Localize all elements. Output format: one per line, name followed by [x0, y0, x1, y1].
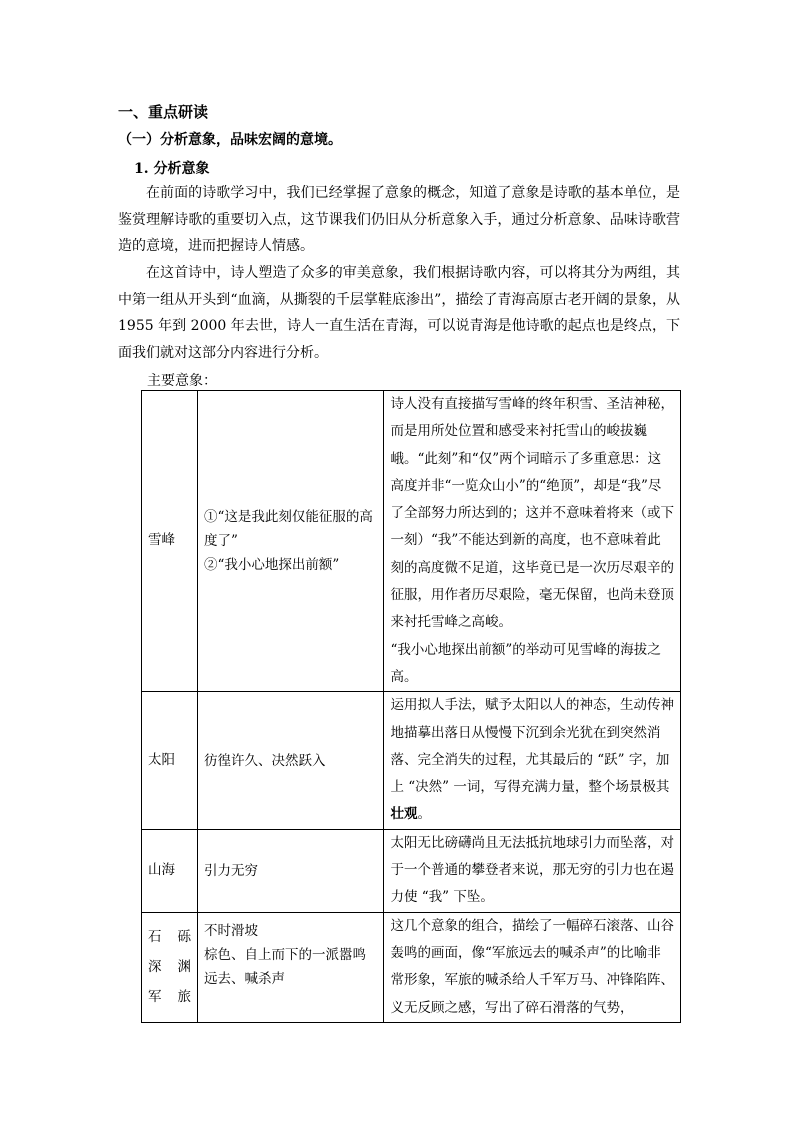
imagery-name: 太阳 — [142, 692, 198, 829]
topic-heading: 1. 分析意象 — [134, 161, 210, 177]
analysis-emphasis: 壮观 — [390, 806, 418, 823]
imagery-lines: 不时滑坡 棕色、自上而下的一派嚣鸣远去、喊杀声 — [198, 912, 384, 1022]
paragraph-1 — [118, 180, 680, 260]
table-row — [142, 692, 681, 829]
imagery-lines: 彷徨许久、决然跃入 — [198, 692, 384, 829]
subsection-heading: （一）分析意象，品味宏阔的意境。 — [118, 132, 342, 148]
paragraph-1-text: 在前面的诗歌学习中，我们已经掌握了意象的概念，知道了意象是诗歌的基本单位，是鉴赏理解诗歌的重要切入点，这节课我们仍旧从分析意象入手，通过分析意象、品味诗歌营造的意境，进而把握诗人情感。 — [118, 185, 680, 254]
paragraph-2 — [118, 260, 680, 366]
table-row — [142, 912, 681, 1022]
imagery-table — [141, 390, 681, 1023]
imagery-analysis: 这几个意象的组合，描绘了一幅碎石滚落、山谷轰鸣的画面，像“军旅远去的喊杀声”的比喻非常形象，军旅的喊杀给人千军万马、冲锋陷阵、义无反顾之感，写出了碎石滑落的气势， — [384, 912, 681, 1022]
table-row — [142, 829, 681, 912]
imagery-lines: ①“这是我此刻仅能征服的高度了” ②“我小心地探出前额” — [198, 391, 384, 692]
table-row — [142, 391, 681, 692]
imagery-analysis: 诗人没有直接描写雪峰的终年积雪、圣洁神秘，而是用所处位置和感受来衬托雪山的峻拔巍峨。“此刻”和“仅”两个词暗示了多重意思：这高度并非“一览众山小”的“绝顶”，却是“我”尽了全部努力所达到的；这并不意味着将来（或下一刻）“我”不能达到新的高度，也不意味着此刻的高度微不足道，这毕竟已是一次历尽艰辛的征服，用作者历尽艰险，毫无保留，也尚未登顶来衬托雪峰之高峻。 “我小心地探出前额”的举动可见雪峰的海拔之高。 — [384, 391, 681, 692]
analysis-text: 运用拟人手法，赋予太阳以人的神态，生动传神地描摹出落日从慢慢下沉到余光犹在到突然消落、完全消失的过程，尤其最后的 “跃” 字，加上 “决然” 一词，写得充满力量，整个场景极其 — [390, 697, 674, 796]
imagery-analysis: 太阳无比磅礴尚且无法抵抗地球引力而坠落，对于一个普通的攀登者来说，那无穷的引力也在遏力使 “我” 下坠。 — [384, 829, 681, 912]
imagery-analysis — [384, 692, 681, 829]
imagery-lines: 引力无穷 — [198, 829, 384, 912]
analysis-end: 。 — [417, 806, 431, 823]
paragraph-2-text: 在这首诗中，诗人塑造了众多的审美意象，我们根据诗歌内容，可以将其分为两组，其中第一组从开头到“血滴，从撕裂的千层掌鞋底渗出”，描绘了青海高原古老开阔的景象，从 1955 年到 2000 年去世，诗人一直生活在青海，可以说青海是他诗歌的起点也是终点，下面我们就对这部分内容进行分析。 — [118, 265, 680, 361]
imagery-name: 石 砾 深 渊 军旅 — [142, 912, 198, 1022]
imagery-name: 雪峰 — [142, 391, 198, 692]
imagery-name: 山海 — [142, 829, 198, 912]
table-label: 主要意象： — [147, 373, 217, 389]
section-heading: 一、重点研读 — [118, 103, 209, 121]
